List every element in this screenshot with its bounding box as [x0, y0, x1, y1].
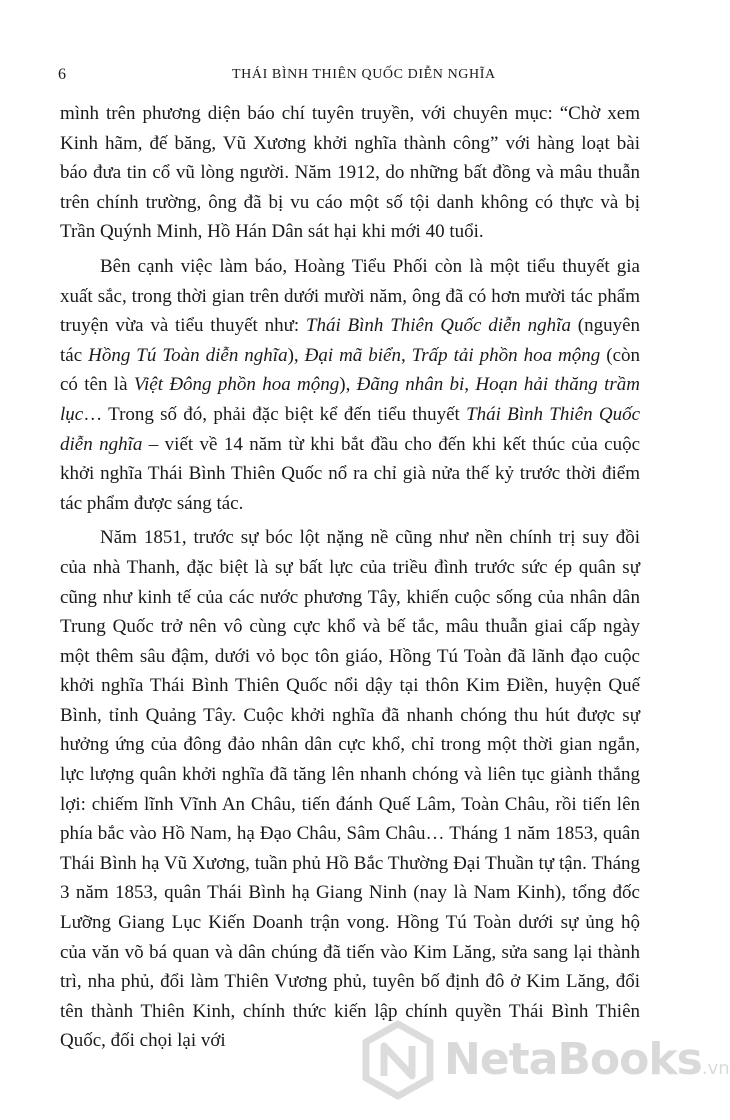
watermark	[358, 1012, 730, 1116]
italic-title: Thái Bình Thiên Quốc diễn nghĩa	[305, 315, 571, 337]
running-title: THÁI BÌNH THIÊN QUỐC DIỄN NGHĨA	[232, 67, 496, 82]
watermark-brand	[444, 1034, 730, 1085]
page-header	[0, 66, 700, 88]
watermark-suffix: .vn	[701, 1058, 730, 1079]
italic-title: Thái Bình Thiên Quốc diễn nghĩa	[60, 403, 641, 455]
page-number: 6	[58, 66, 66, 83]
text-run: (nguyên tác	[60, 315, 641, 366]
italic-title: Đãng nhân bi	[356, 374, 465, 396]
body-text	[60, 99, 640, 1061]
paragraph	[60, 252, 640, 518]
italic-title: Hồng Tú Toàn diễn nghĩa	[88, 344, 288, 366]
netabooks-logo-icon	[358, 1020, 438, 1100]
text-run: ,	[464, 374, 476, 396]
paragraph	[60, 523, 640, 1056]
text-run: Bên cạnh việc làm báo, Hoàng Tiểu Phối còn là một tiểu thuyết gia xuất sắc, trong thời gian trên dưới mười năm, ông đã có hơn mười tác phẩm truyện vừa và tiểu thuyết như:	[60, 255, 640, 337]
italic-title: Việt Đông phồn hoa mộng	[133, 374, 340, 396]
text-run: ),	[287, 344, 305, 366]
text-run: (còn có tên là	[60, 344, 641, 396]
text-run: … Trong số đó, phải đặc biệt kể đến tiểu thuyết	[83, 403, 467, 425]
text-run: mình trên phương diện báo chí tuyên truyền, với chuyên mục: “Chờ xem Kinh hãm, đế băng, Vũ Xương khởi nghĩa thành công” với hàng loạt bài báo đưa tin cổ vũ lòng người. Năm 1912, do những bất đồng và mâu thuẫn trên chính trường, ông đã bị vu cáo một số tội danh không có thực và bị Trần Quýnh Minh, Hồ Hán Dân sát hại khi mới 40 tuổi.	[60, 103, 640, 243]
paragraph	[60, 99, 640, 247]
text-run: ),	[339, 374, 357, 396]
italic-title: Trấp tải phồn hoa mộng	[411, 344, 601, 366]
italic-title: Đại mã biển	[304, 344, 401, 366]
italic-title: Hoạn hải thăng trầm lục	[60, 374, 641, 425]
text-run: ,	[401, 344, 412, 366]
watermark-brand-text: NetaBooks	[444, 1034, 702, 1085]
text-run: Năm 1851, trước sự bóc lột nặng nề cũng như nền chính trị suy đồi của nhà Thanh, đặc biệt là sự bất lực của triều đình trước sức ép quân sự cũng như kinh tế của các nước phương Tây, khiến cuộc sống của nhân dân Trung Quốc trở nên vô cùng cực khổ và bế tắc, mâu thuẫn giai cấp ngày một thêm sâu đậm, dưới vỏ bọc tôn giáo, Hồng Tú Toàn đã lãnh đạo cuộc khởi nghĩa Thái Bình Thiên Quốc nổi dậy tại thôn Kim Điền, huyện Quế Bình, tỉnh Quảng Tây. Cuộc khởi nghĩa đã nhanh chóng thu hút được sự hưởng ứng của đông đảo nhân dân cực khổ, chỉ trong một thời gian ngắn, lực lượng quân khởi nghĩa đã tăng lên nhanh chóng và liên tục giành thắng lợi: chiếm lĩnh Vĩnh An Châu, tiến đánh Quế Lâm, Toàn Châu, rồi tiến lên phía bắc vào Hồ Nam, hạ Đạo Châu, Sâm Châu… Tháng 1 năm 1853, quân Thái Bình hạ Vũ Xương, tuần phủ Hồ Bắc Thường Đại Thuần tự tận. Tháng 3 năm 1853, quân Thái Bình hạ Giang Ninh (nay là Nam Kinh), tổng đốc Lưỡng Giang Lục Kiến Doanh trận vong. Hồng Tú Toàn dưới sự ủng hộ của văn võ bá quan và dân chúng đã tiến vào Kim Lăng, sửa sang lại thành trì, nha phủ, đổi làm Thiên Vương phủ, tuyên bố định đô ở Kim Lăng, đổi tên thành Thiên Kinh, chính thức kiến lập chính quyền Thái Bình Thiên Quốc, đối chọi lại với	[60, 527, 640, 1052]
text-run: – viết về 14 năm từ khi bắt đầu cho đến khi kết thúc của cuộc khởi nghĩa Thái Bình Thiên Quốc nổ ra chỉ già nửa thế kỷ trước thời điểm tác phẩm được sáng tác.	[60, 433, 641, 514]
